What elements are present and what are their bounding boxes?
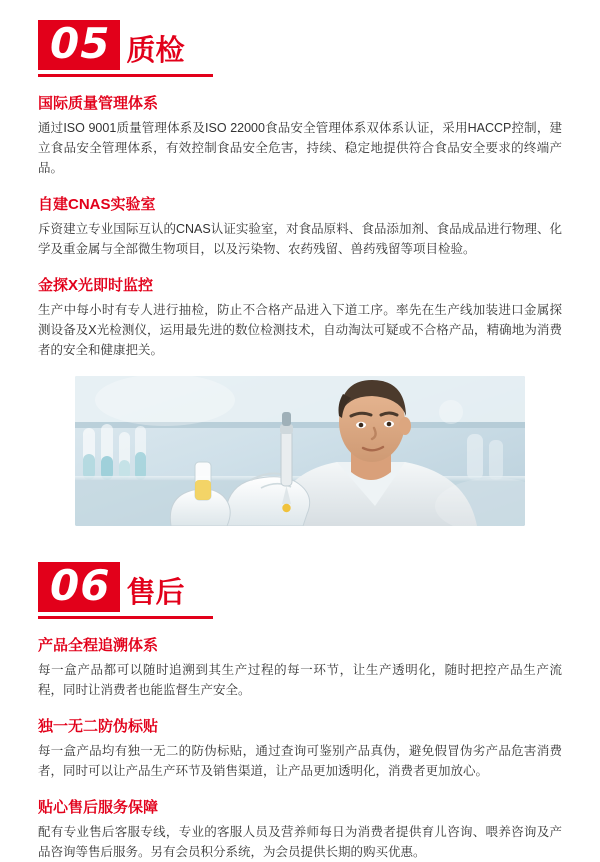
block-traceability-title: 产品全程追溯体系	[38, 637, 159, 654]
block-quality-system	[38, 93, 562, 178]
section-06-header	[38, 562, 562, 612]
section-05	[38, 20, 562, 526]
block-after-sales	[38, 797, 562, 862]
photo-container	[38, 376, 562, 526]
block-after-sales-title: 贴心售后服务保障	[38, 799, 159, 816]
section-06-number: 06	[38, 562, 120, 612]
section-05-number: 05	[38, 20, 120, 70]
section-05-title: 质检	[126, 35, 185, 67]
section-gap	[38, 526, 562, 562]
block-after-sales-body: 配有专业售后客服专线，专业的客服人员及营养师每日为消费者提供育儿咨询、喂养咨询及产品咨询等售后服务。另有会员积分系统，为会员提供长期的购买优惠。	[38, 825, 562, 859]
section-05-rule	[38, 74, 213, 77]
lab-technician-pipette-photo	[75, 376, 525, 526]
top-spacer	[38, 0, 562, 20]
block-xray-monitor-body: 生产中每小时有专人进行抽检，防止不合格产品进入下道工序。率先在生产线加装进口金属探测设备及X光检测仪，运用最先进的数位检测技术，自动淘汰可疑或不合格产品，精确地为消费者的安全和健康把关。	[38, 303, 562, 357]
section-06-rule	[38, 616, 213, 619]
block-anti-counterfeit-body: 每一盒产品均有独一无二的防伪标贴，通过查询可鉴别产品真伪，避免假冒伪劣产品危害消费者，同时可以让产品生产环节及销售渠道，让产品更加透明化，消费者更加放心。	[38, 744, 562, 778]
section-06	[38, 562, 562, 862]
block-quality-system-title: 国际质量管理体系	[38, 95, 159, 112]
block-xray-monitor-title: 金探X光即时监控	[38, 277, 154, 294]
block-traceability	[38, 635, 562, 700]
block-cnas-lab-body: 斥资建立专业国际互认的CNAS认证实验室，对食品原料、食品添加剂、食品成品进行物理、化学及重金属与全部微生物项目，以及污染物、农药残留、兽药残留等项目检验。	[38, 222, 562, 256]
block-xray-monitor	[38, 275, 562, 360]
block-anti-counterfeit-title: 独一无二防伪标贴	[38, 718, 159, 735]
block-cnas-lab	[38, 194, 562, 259]
block-anti-counterfeit	[38, 716, 562, 781]
block-cnas-lab-title: 自建CNAS实验室	[38, 196, 156, 213]
section-06-title: 售后	[126, 577, 185, 609]
section-05-header	[38, 20, 562, 70]
block-traceability-body: 每一盒产品都可以随时追溯到其生产过程的每一环节，让生产透明化，随时把控产品生产流程，同时让消费者也能监督生产安全。	[38, 663, 562, 697]
block-quality-system-body: 通过ISO 9001质量管理体系及ISO 22000食品安全管理体系双体系认证，采用HACCP控制，建立食品安全管理体系，有效控制食品安全危害，持续、稳定地提供符合食品安全要求的终端产品。	[38, 121, 562, 175]
